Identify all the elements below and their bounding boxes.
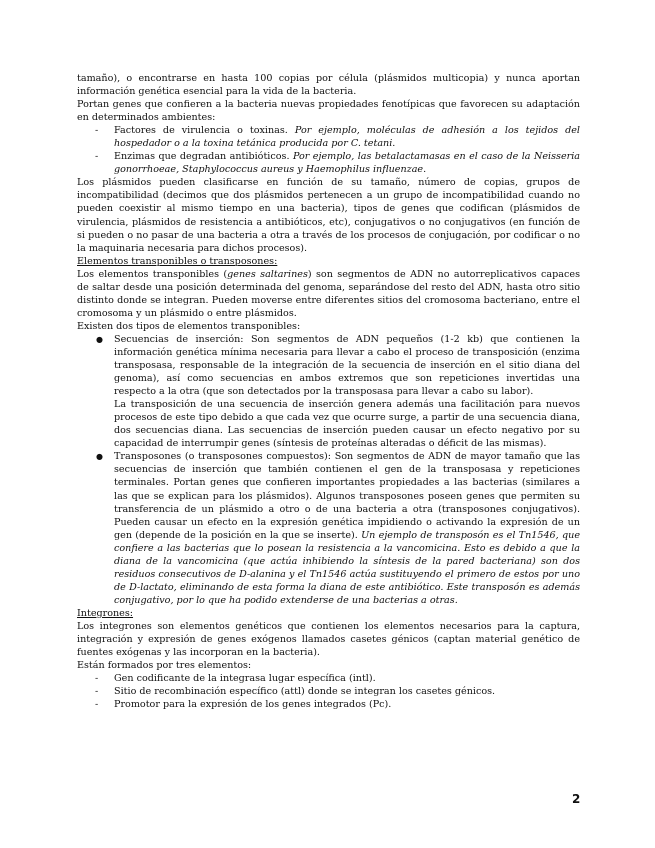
document-page [77, 72, 580, 711]
dash-marker: - [95, 673, 99, 685]
list-item: - Gen codificante de la integrasa lugar específica (intl). [95, 673, 376, 685]
list-item: - Promotor para la expresión de los genes integrados (Pc). [95, 699, 392, 711]
plasmid-genes-intro: Portan genes que confieren a la bacteria nuevas propiedades fenotípicas que favorecen su adaptación en determinados ambientes: [77, 99, 580, 124]
classification-paragraph: Los plásmidos pueden clasificarse en función de su tamaño, número de copias, grupos de incompatibilidad (decimos que dos plásmidos pertenecen a un grupo de incompatibilidad cuando no pueden coexistir al mismo tiempo en una bacteria), tipos de genes que codifican (plásmidos de virulencia, plásmidos de resistencia a antibióticos, etc), conjugativos o no conjugativos (en función de si pueden o no pasar de una bacteria a otra a través de los procesos de conjugación, por codificar o no la maquinaria necesaria para dichos procesos). [77, 177, 580, 254]
integrons-elements-intro: Están formados por tres elementos: [77, 660, 252, 672]
dash-marker: - [95, 699, 99, 711]
insertion-sequence-text-2: La transposición de una secuencia de inserción genera además una facilitación para nuevos procesos de este tipo debido a que cada vez que ocurre surge, a partir de una secuencia diana, dos secuencias diana. Las secuencias de inserción pueden causar un efecto negativo por su capacidad de interrumpir genes (síntesis de proteínas alteradas o déficit de las mismas). [114, 399, 580, 450]
list-item [77, 333, 580, 450]
intro-paragraph: tamaño), o encontrarse en hasta 100 copias por célula (plásmidos multicopia) y nunca aportan información genética esencial para la vida de la bacteria. [77, 73, 580, 98]
transposable-intro: Los elementos transponibles (genes saltarines) son segmentos de ADN no autorreplicativos capaces de saltar desde una posición determinada del genoma, separándose del resto del ADN, hasta otro sitio distinto donde se integran. Pueden moverse entre diferentes sitios del cromosoma bacteriano, entre el cromosoma y un plásmido o entre plásmidos. [77, 268, 580, 319]
dash-marker: - [95, 125, 99, 137]
transposable-types-intro: Existen dos tipos de elementos transponibles: [77, 320, 301, 332]
list-item [77, 450, 580, 607]
insertion-sequence-text: Secuencias de inserción: Son segmentos de ADN pequeños (1-2 kb) que contienen la información genética mínima necesaria para llevar a cabo el proceso de transposición (enzima transposasa, responsable de la integración de la secuencia de inserción en el sitio diana del genoma), así como secuencias en ambos extremos que son repeticiones invertidas una respecto a la otra (que son detectados por la transposasa para llevar a cabo su labor). [114, 333, 580, 398]
list-item-example: Por ejemplo, las betalactamasas en el caso de la Neisseria gonorrhoeae, Staphylococcus aureus y Haemophilus influenzae. [114, 151, 580, 176]
bullet-marker: ● [96, 334, 103, 344]
list-item-text: Factores de virulencia o toxinas. [114, 125, 295, 137]
integrons-heading: Integrones: [77, 607, 134, 619]
list-item-example: Por ejemplo, moléculas de adhesión a los tejidos del hospedador o a la toxina tetánica producida por C. tetani. [114, 125, 580, 150]
list-item-text: Enzimas que degradan antibióticos. [114, 151, 293, 163]
integrons-elements-list [77, 672, 580, 711]
list-item: - Sitio de recombinación específico (attl) donde se integran los casetes génicos. [95, 686, 496, 698]
bullet-marker: ● [96, 452, 103, 462]
transposons-text: Transposones (o transposones compuestos): Son segmentos de ADN de mayor tamaño que las secuencias de inserción que también contienen el gen de la transposasa y repeticiones terminales. Portan genes que confieren importantes propiedades a las bacterias (similares a las que se explican para los plásmidos). Algunos transposones poseen genes que permiten su transferencia de un plásmido a otro o de una bacteria a otra (transposones conjugativos). Pueden causar un efecto en la expresión genética impidiendo o activando la expresión de un gen (depende de la posición en la que se inserte). Un ejemplo de transposón es el Tn1546, que confiere a las bacterias que lo posean la resistencia a la vancomicina. Esto es debido a que la diana de la vancomicina (que actúa inhibiendo la síntesis de la pared bacteriana) son dos residuos consecutivos de D-alanina y el Tn1546 actúa sustituyendo el primero de estos por uno de D-lactato, eliminando de esta forma la diana de este antibiótico. Este transposón es además conjugativo, por lo que ha podido extenderse de una bacterias a otras. [114, 451, 580, 606]
transposable-heading: Elementos transponibles o transposones: [77, 255, 278, 267]
page-number: 2 [572, 792, 581, 806]
list-item [77, 150, 580, 176]
integrons-intro: Los integrones son elementos genéticos que contienen los elementos necesarios para la captura, integración y expresión de genes exógenos llamados casetes génicos (captan material genético de fuentes exógenas y las incorporan en la bacteria). [77, 620, 580, 659]
plasmid-genes-list [77, 124, 580, 176]
list-item [77, 124, 580, 150]
dash-marker: - [95, 151, 99, 163]
transposable-types-list [77, 333, 580, 607]
dash-marker: - [95, 686, 99, 698]
